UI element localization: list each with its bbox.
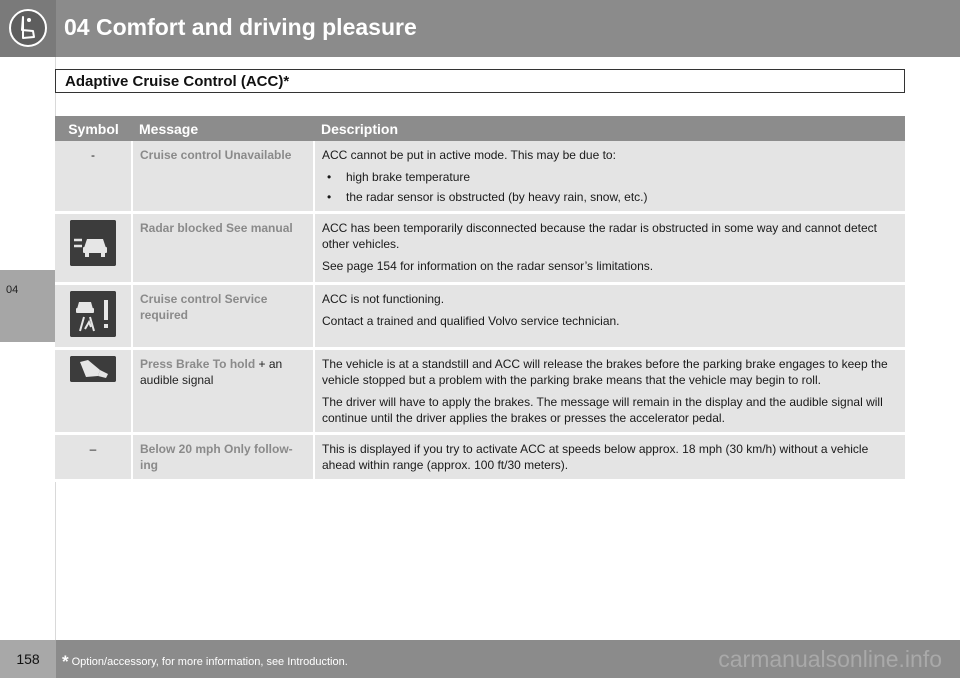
page-number: 158	[16, 651, 40, 667]
bullet-item: • high brake temperature	[322, 169, 898, 185]
symbol-cell	[55, 284, 132, 349]
column-header-symbol: Symbol	[55, 116, 132, 141]
message-text: Below 20 mph Only follow-ing	[140, 442, 293, 472]
message-suffix: + an audible signal	[140, 357, 283, 387]
section-title: Adaptive Cruise Control (ACC)*	[65, 73, 290, 90]
description-cell	[314, 141, 905, 213]
message-cell	[132, 141, 314, 213]
footnote	[62, 652, 348, 672]
description-cell	[314, 213, 905, 284]
column-header-description: Description	[314, 116, 905, 141]
description-cell	[314, 349, 905, 434]
message-text: Cruise control Unavailable	[140, 148, 292, 162]
chapter-tab-label: 04	[6, 284, 19, 296]
table-row	[55, 213, 905, 284]
seat-icon	[8, 8, 48, 48]
table-row	[55, 284, 905, 349]
message-cell	[132, 213, 314, 284]
chapter-tab	[0, 270, 56, 342]
footnote-text: Option/accessory, for more information, see Introduction.	[71, 656, 348, 668]
press-brake-icon	[70, 356, 116, 382]
description-text: See page 154 for information on the radar sensor’s limitations.	[322, 259, 654, 273]
radar-blocked-icon	[70, 220, 116, 266]
symbol-cell: -	[55, 141, 132, 213]
section-title-box	[55, 69, 905, 93]
message-text: Cruise control Service required	[140, 292, 268, 322]
acc-messages-table	[55, 116, 905, 482]
bullet-item: • the radar sensor is obstructed (by heavy rain, snow, etc.)	[322, 189, 898, 205]
table-row	[55, 141, 905, 213]
message-cell	[132, 434, 314, 481]
page-footer	[0, 640, 960, 678]
page-number-box	[0, 640, 56, 678]
header-icon-box	[0, 0, 56, 57]
symbol-cell: –	[55, 434, 132, 481]
description-text: ACC cannot be put in active mode. This may be due to:	[322, 148, 616, 162]
description-cell	[314, 434, 905, 481]
description-text: Contact a trained and qualified Volvo service technician.	[322, 314, 620, 328]
message-cell	[132, 284, 314, 349]
description-text: The vehicle is at a standstill and ACC will release the brakes before the parking brake engages to keep the vehicle stopped but a problem with the parking brake means that the vehicle may begin to roll.	[322, 357, 888, 387]
description-cell	[314, 284, 905, 349]
column-header-message: Message	[132, 116, 314, 141]
description-text: The driver will have to apply the brakes. The message will remain in the display and the audible signal will continue until the driver applies the brakes or presses the accelerator pedal.	[322, 395, 883, 425]
message-cell	[132, 349, 314, 434]
cruise-service-warning-icon	[70, 291, 116, 337]
description-text: ACC has been temporarily disconnected because the radar is obstructed in some way and cannot detect other vehicles.	[322, 221, 877, 251]
message-text: Press Brake To hold	[140, 357, 256, 371]
table-header-row	[55, 116, 905, 141]
message-text: Radar blocked See manual	[140, 221, 293, 235]
description-bullets	[322, 169, 898, 205]
symbol-cell	[55, 349, 132, 434]
description-text: This is displayed if you try to activate ACC at speeds below approx. 18 mph (30 km/h) without a vehicle ahead within range (approx. 100 ft/30 meters).	[322, 442, 869, 472]
footnote-star: *	[62, 652, 69, 671]
table-row	[55, 434, 905, 481]
watermark: carmanualsonline.info	[718, 646, 942, 672]
symbol-cell	[55, 213, 132, 284]
chapter-title: 04 Comfort and driving pleasure	[64, 14, 417, 40]
chapter-header	[0, 0, 960, 57]
table-row	[55, 349, 905, 434]
description-text: ACC is not functioning.	[322, 292, 445, 306]
